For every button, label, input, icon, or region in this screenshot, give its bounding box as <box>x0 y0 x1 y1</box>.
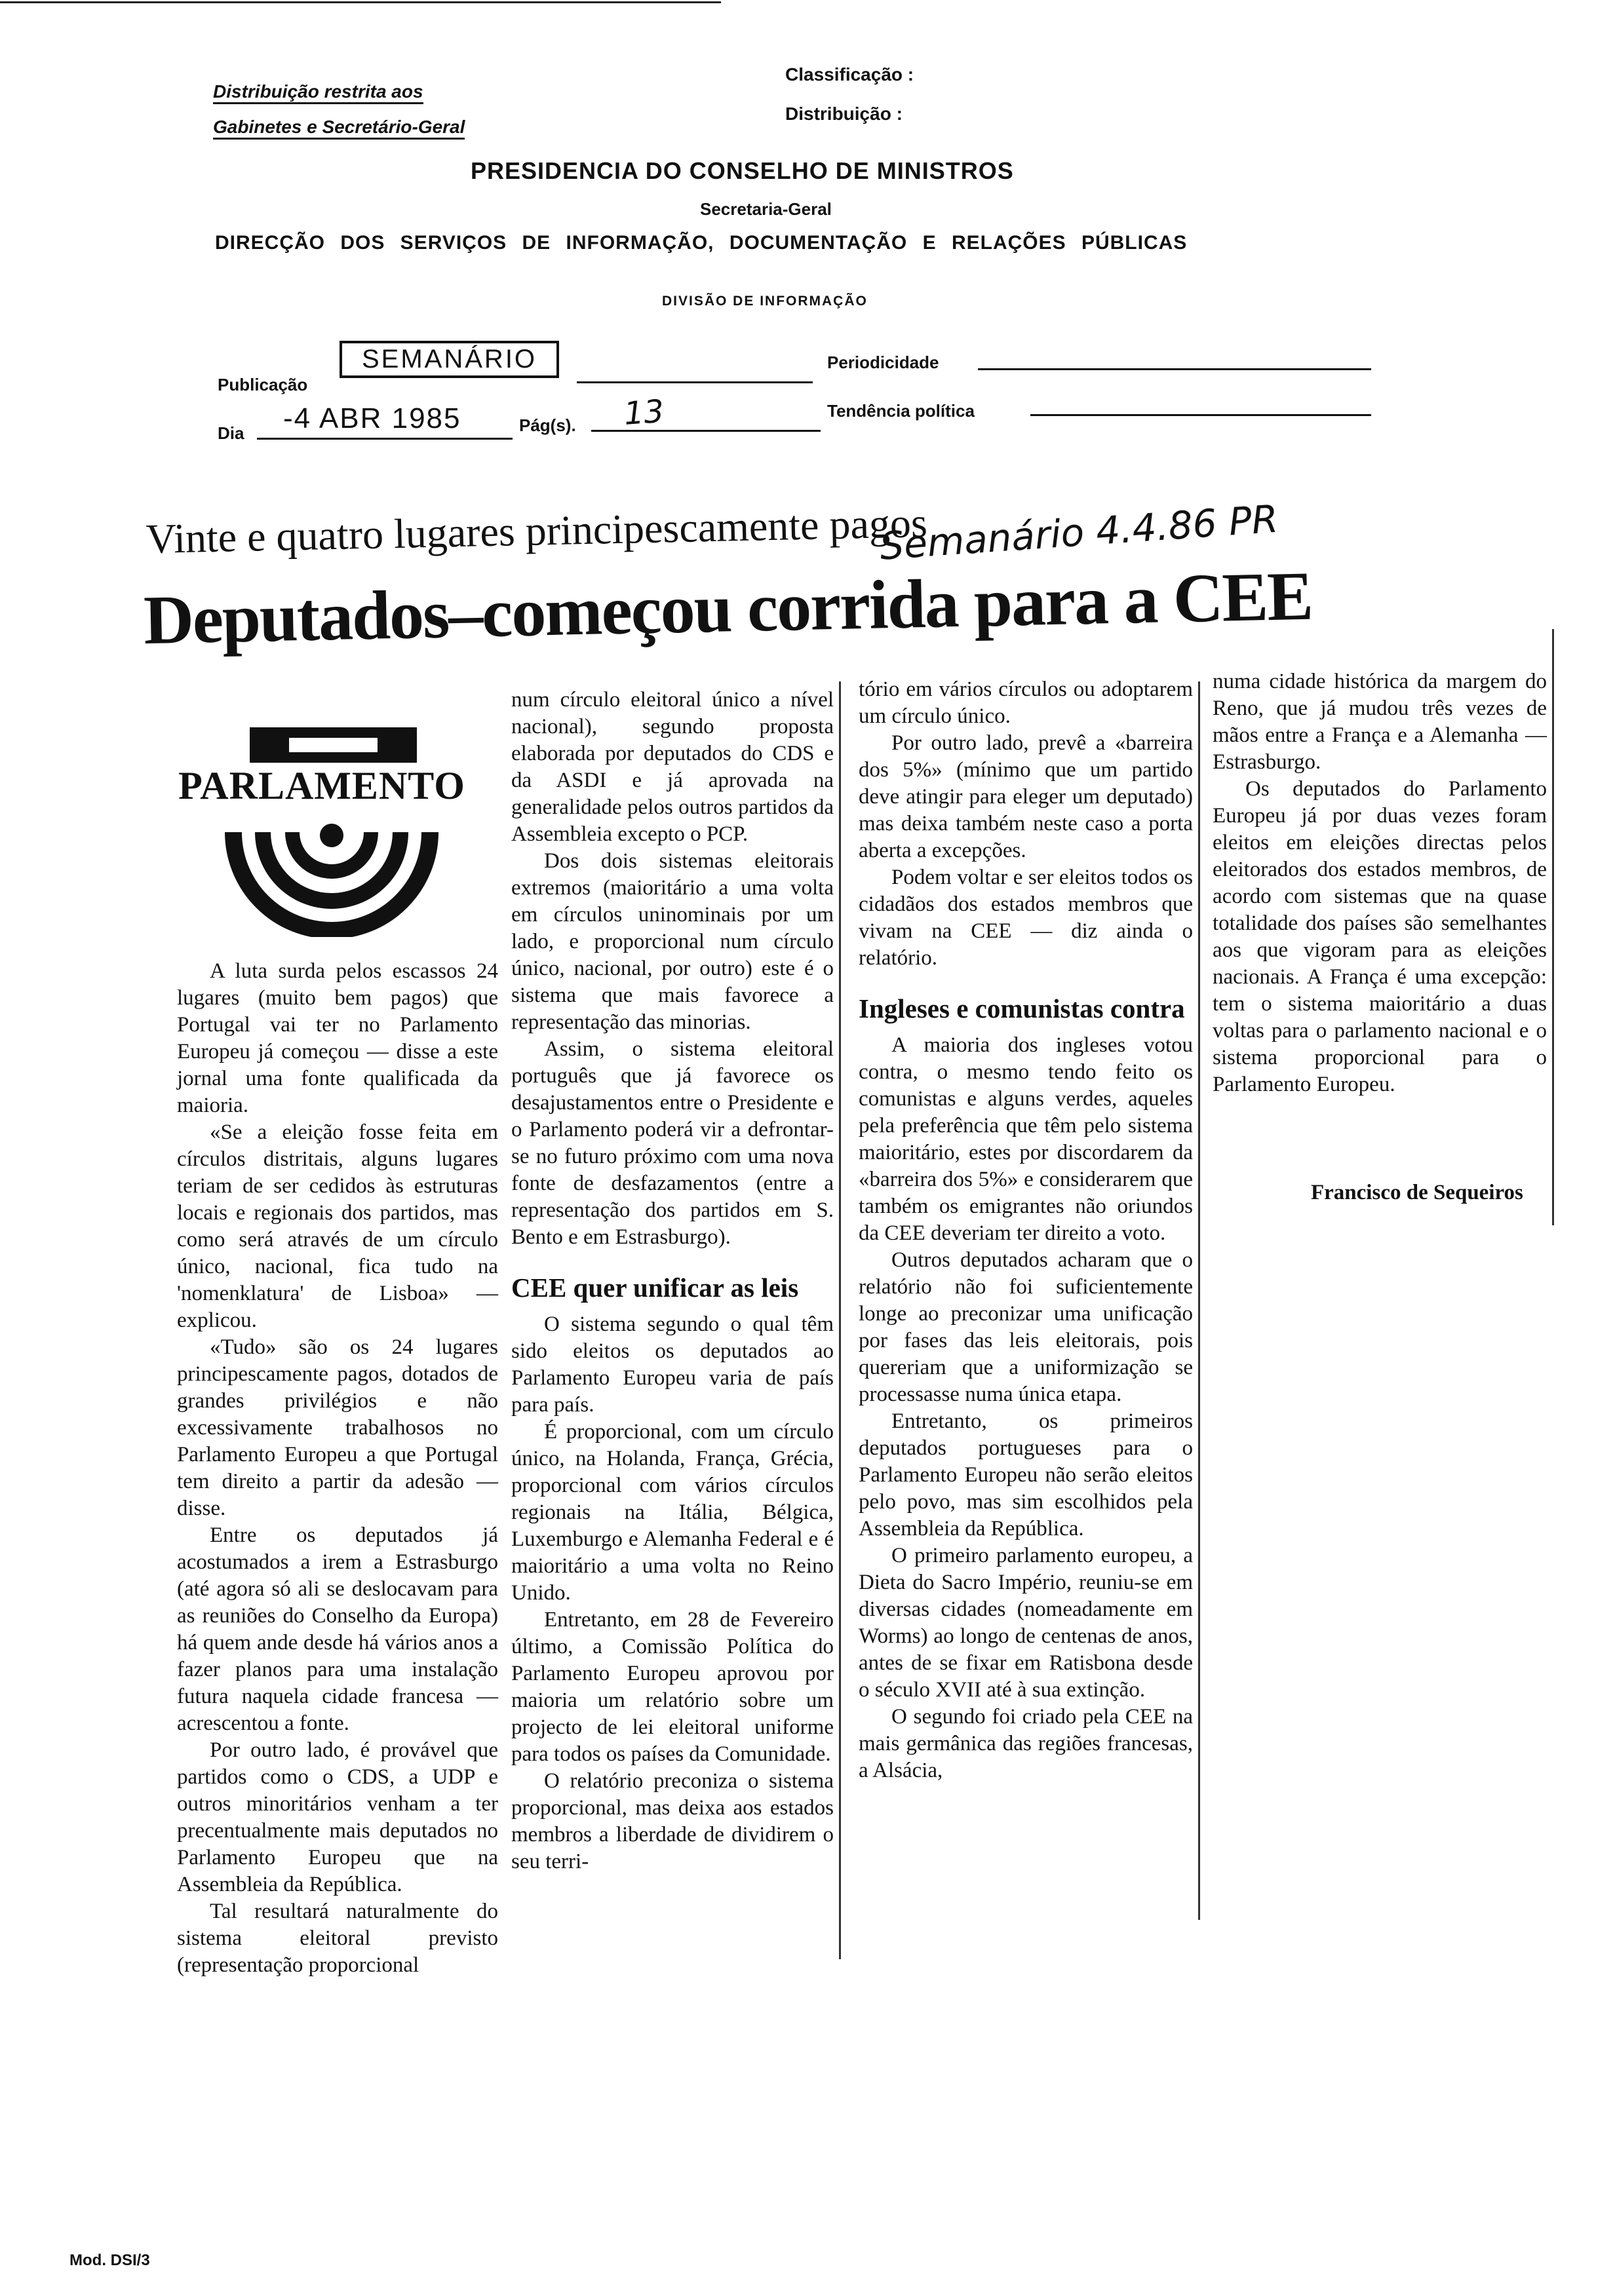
parlamento-logo <box>155 721 489 937</box>
col2-paragraph: Dos dois sistemas eleitorais extremos (maioritário a uma volta em círculos uninominais por um lado, e proporcional num círculo único, nacional, por outro) este é o sistema que mais favorece a representação das minorias. <box>511 849 834 1034</box>
col4-paragraph: numa cidade histórica da margem do Reno, que já mudou três vezes de mãos entre a França e a Alemanha — Estrasburgo. <box>1213 670 1547 774</box>
publicacao-label: Publicação <box>218 375 308 394</box>
dia-stamp: -4 ABR 1985 <box>283 402 461 434</box>
top-rule <box>0 1 721 3</box>
col3-paragraph: Por outro lado, prevê a «barreira dos 5%» (mínimo que um partido deve atingir para eleger um deputado) mas deixa também neste caso a porta aberta a excepções. <box>859 731 1193 862</box>
col2-paragraph: O relatório preconiza o sistema proporcional, mas deixa aos estados membros a liberdade de dividirem o seu terri- <box>511 1769 834 1873</box>
column-rule-3 <box>1198 681 1200 1920</box>
col1-paragraph: «Tudo» são os 24 lugares principescamente pagos, dotados de grandes privilégios e não excessivamente trabalhosos no Parlamento Europeu a que Portugal tem direito a partir da adesão — disse. <box>177 1335 498 1520</box>
parlamento-wordmark: PARLAMENTO <box>155 763 489 809</box>
col2-subheading: CEE quer unificar as leis <box>511 1272 799 1303</box>
periodicidade-label: Periodicidade <box>827 353 939 372</box>
col2-paragraph: Entretanto, em 28 de Fevereiro último, a Comissão Política do Parlamento Europeu aprovou por maioria um relatório sobre um projecto de lei eleitoral uniforme para todos os países da Comunidade. <box>511 1608 834 1766</box>
col1-paragraph: Por outro lado, é provável que partidos como o CDS, a UDP e outros minoritários venham a ter precentualmente mais deputados no Parlamento Europeu que na Assembleia da República. <box>177 1738 498 1896</box>
divisao: DIVISÃO DE INFORMAÇÃO <box>662 294 868 309</box>
dia-label: Dia <box>218 423 244 443</box>
classificacao-label: Classificação : <box>785 64 914 85</box>
col2-paragraph: Assim, o sistema eleitoral português que já favorece os desajustamentos entre o Presidente e o Parlamento poderá vir a defrontar-se no futuro próximo com uma nova fonte de desfazamentos (entre a representação dos partidos em S. Bento e em Estrasburgo). <box>511 1037 834 1249</box>
article-column-3 <box>859 676 1193 1784</box>
col1-paragraph: A luta surda pelos escassos 24 lugares (muito bem pagos) que Portugal vai ter no Parlamento Europeu já começou — disse a este jornal uma fonte qualificada da maioria. <box>177 959 498 1117</box>
col3-paragraph: Outros deputados acharam que o relatório não foi suficientemente longe ao preconizar uma unificação por fases das leis eleitorais, pois quereriam que a uniformização se processasse numa única etapa. <box>859 1248 1193 1406</box>
col1-paragraph: Entre os deputados já acostumados a irem a Estrasburgo (até agora só ali se deslocavam para as reuniões do Conselho da Europa) há quem ande desde há vários anos a fazer planos para uma instalação futura naquela cidade francesa — acrescentou a fonte. <box>177 1523 498 1735</box>
col3-paragraph: Entretanto, os primeiros deputados portugueses para o Parlamento Europeu não serão eleitos pelo povo, mas sim escolhidos pela Assembleia da República. <box>859 1409 1193 1540</box>
restricted-line-2: Gabinetes e Secretário-Geral <box>213 117 465 140</box>
periodicidade-line <box>978 368 1371 370</box>
article-column-1 <box>177 958 498 1979</box>
org-title: PRESIDENCIA DO CONSELHO DE MINISTROS <box>471 157 1014 184</box>
col1-paragraph: Tal resultará naturalmente do sistema eleitoral previsto (representação proporcional <box>177 1900 498 1977</box>
distribuicao-label: Distribuição : <box>785 104 903 124</box>
pags-label: Pág(s). <box>519 415 576 435</box>
restricted-line-1: Distribuição restrita aos <box>213 81 423 104</box>
direccao: DIRECÇÃO DOS SERVIÇOS DE INFORMAÇÃO, DOCUMENTAÇÃO E RELAÇÕES PÚBLICAS <box>215 232 1188 254</box>
parlamento-logo-graphic <box>155 721 489 937</box>
col3-paragraph: O segundo foi criado pela CEE na mais germânica das regiões francesas, a Alsácia, <box>859 1705 1193 1782</box>
col3-paragraph: tório em vários círculos ou adoptarem um círculo único. <box>859 678 1193 728</box>
column-rule-2 <box>839 681 841 1959</box>
article-column-2 <box>511 687 834 1875</box>
pags-handwritten: 13 <box>623 392 665 432</box>
col3-paragraph: O primeiro parlamento europeu, a Dieta do Sacro Império, reuniu-se em diversas cidades (nomeadamente em Worms) ao longo de centenas de anos, antes de se fixar em Ratisbona desde o século XVII até à sua extinção. <box>859 1544 1193 1702</box>
dia-line <box>257 438 513 440</box>
tendencia-line <box>1030 414 1371 416</box>
handwritten-date-note: Semanário 4.4.86 PR <box>878 496 1280 569</box>
col2-paragraph: O sistema segundo o qual têm sido eleitos os deputados ao Parlamento Europeu varia de país para país. <box>511 1312 834 1417</box>
article-author: Francisco de Sequeiros <box>1311 1181 1523 1204</box>
tendencia-label: Tendência política <box>827 401 975 421</box>
col1-paragraph: «Se a eleição fosse feita em círculos distritais, alguns lugares teriam de ser cedidos às estruturas locais e regionais dos partidos, mas como será através de um círculo único, nacional, fica tudo na 'nomenklatura' de Lisboa» — explicou. <box>177 1120 498 1332</box>
col2-paragraph: É proporcional, com um círculo único, na Holanda, França, Grécia, proporcional com vários círculos regionais na Itália, Bélgica, Luxemburgo e Alemanha Federal e é maioritário a uma volta no Reino Unido. <box>511 1420 834 1605</box>
column-rule-right <box>1552 629 1554 1225</box>
form-code: Mod. DSI/3 <box>69 2251 150 2269</box>
publicacao-stamp: SEMANÁRIO <box>340 341 559 378</box>
col4-paragraph: Os deputados do Parlamento Europeu já por duas vezes foram eleitos em eleições directas pelos eleitorados dos estados membros, de acordo com sistemas que na quase totalidade dos países são semelhantes aos que vigoram para as eleições nacionais. A França é uma excepção: tem o sistema maioritário a duas voltas para o parlamento nacional e o sistema proporcional para o Parlamento Europeu. <box>1213 777 1547 1096</box>
publicacao-line <box>577 381 813 383</box>
article-headline: Deputados–começou corrida para a CEE <box>143 557 1313 659</box>
col2-paragraph: num círculo eleitoral único a nível nacional), segundo proposta elaborada por deputados do CDS e da ASDI e já aprovada na generalidade pelos outros partidos da Assembleia excepto o PCP. <box>511 688 834 846</box>
article-kicker: Vinte e quatro lugares principescamente pagos <box>146 499 928 562</box>
col3-paragraph: Podem voltar e ser eleitos todos os cidadãos dos estados membros que vivam na CEE — diz ainda o relatório. <box>859 866 1193 970</box>
secretaria: Secretaria-Geral <box>700 199 832 219</box>
col3-paragraph: A maioria dos ingleses votou contra, o mesmo tendo feito os comunistas e alguns verdes, aqueles pela preferência que têm pelo sistema maioritário, estes por discordarem da «barreira dos 5%» e considerarem que também os emigrantes não oriundos da CEE deveriam ter direito a voto. <box>859 1033 1193 1245</box>
col3-subheading: Ingleses e comunistas contra <box>859 993 1185 1024</box>
article-column-4 <box>1213 668 1547 1098</box>
